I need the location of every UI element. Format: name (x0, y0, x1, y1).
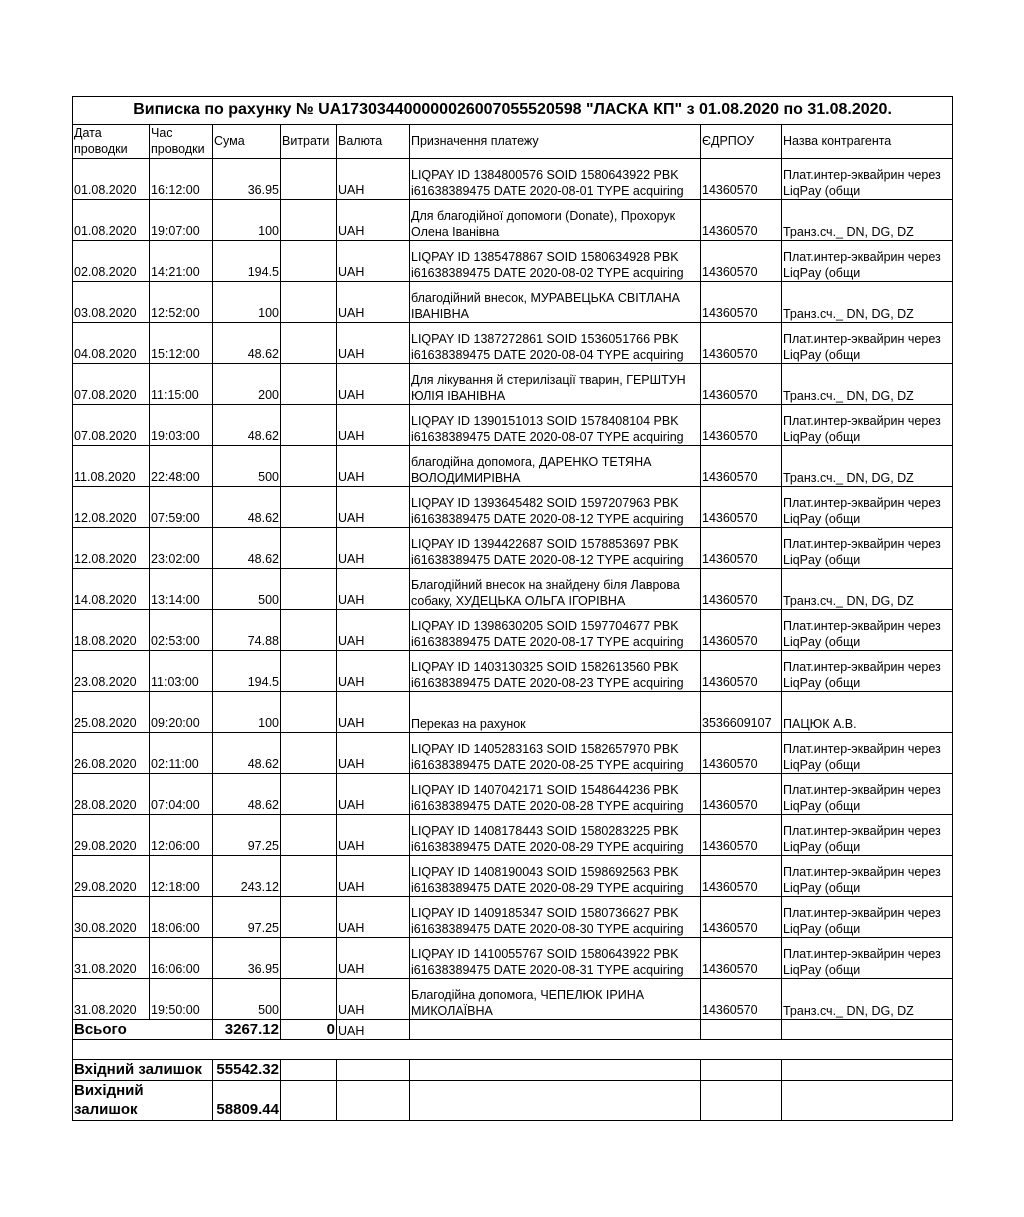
date-cell: 01.08.2020 (73, 199, 150, 240)
amount-cell: 48.62 (213, 322, 281, 363)
table-row (73, 855, 953, 896)
title-row (73, 97, 953, 125)
total-expense: 0 (281, 1019, 337, 1040)
amount-cell: 48.62 (213, 404, 281, 445)
currency-cell: UAH (337, 404, 410, 445)
amount-cell: 500 (213, 978, 281, 1019)
column-header-counterparty: Назва контрагента (782, 125, 953, 159)
blank-row (73, 1040, 953, 1060)
edrpou-cell: 14360570 (701, 855, 782, 896)
date-cell: 04.08.2020 (73, 322, 150, 363)
time-cell: 02:11:00 (150, 732, 213, 773)
table-row (73, 691, 953, 732)
time-cell: 07:59:00 (150, 486, 213, 527)
empty-cell (701, 1019, 782, 1040)
empty-cell (337, 1080, 410, 1120)
purpose-cell: LIQPAY ID 1384800576 SOID 1580643922 PBK i61638389475 DATE 2020-08-01 TYPE acquiring (410, 158, 701, 199)
amount-cell: 100 (213, 691, 281, 732)
date-cell: 31.08.2020 (73, 978, 150, 1019)
date-cell: 02.08.2020 (73, 240, 150, 281)
purpose-cell: LIQPAY ID 1387272861 SOID 1536051766 PBK i61638389475 DATE 2020-08-04 TYPE acquiring (410, 322, 701, 363)
edrpou-cell: 14360570 (701, 158, 782, 199)
table-row (73, 609, 953, 650)
expense-cell (281, 896, 337, 937)
expense-cell (281, 158, 337, 199)
time-cell: 16:06:00 (150, 937, 213, 978)
amount-cell: 36.95 (213, 937, 281, 978)
edrpou-cell: 14360570 (701, 814, 782, 855)
edrpou-cell: 14360570 (701, 650, 782, 691)
empty-cell (410, 1060, 701, 1081)
empty-cell (410, 1019, 701, 1040)
column-header-amount: Сума (213, 125, 281, 159)
counterparty-cell: Транз.сч._ DN, DG, DZ (782, 978, 953, 1019)
counterparty-cell: Плат.интер-эквайрин через LiqPay (общи (782, 773, 953, 814)
counterparty-cell: Плат.интер-эквайрин через LiqPay (общи (782, 322, 953, 363)
time-cell: 19:03:00 (150, 404, 213, 445)
opening-balance-row (73, 1060, 953, 1081)
expense-cell (281, 650, 337, 691)
date-cell: 11.08.2020 (73, 445, 150, 486)
purpose-cell: LIQPAY ID 1385478867 SOID 1580634928 PBK i61638389475 DATE 2020-08-02 TYPE acquiring (410, 240, 701, 281)
table-row (73, 281, 953, 322)
time-cell: 19:07:00 (150, 199, 213, 240)
empty-cell (337, 1060, 410, 1081)
expense-cell (281, 978, 337, 1019)
date-cell: 29.08.2020 (73, 855, 150, 896)
counterparty-cell: Транз.сч._ DN, DG, DZ (782, 281, 953, 322)
time-cell: 14:21:00 (150, 240, 213, 281)
account-statement-table (72, 96, 953, 1121)
expense-cell (281, 281, 337, 322)
expense-cell (281, 691, 337, 732)
date-cell: 03.08.2020 (73, 281, 150, 322)
edrpou-cell: 14360570 (701, 896, 782, 937)
amount-cell: 100 (213, 281, 281, 322)
table-row (73, 158, 953, 199)
expense-cell (281, 240, 337, 281)
counterparty-cell: Плат.интер-эквайрин через LiqPay (общи (782, 527, 953, 568)
time-cell: 12:18:00 (150, 855, 213, 896)
currency-cell: UAH (337, 650, 410, 691)
currency-cell: UAH (337, 445, 410, 486)
amount-cell: 97.25 (213, 896, 281, 937)
edrpou-cell: 14360570 (701, 527, 782, 568)
expense-cell (281, 527, 337, 568)
counterparty-cell: Плат.интер-эквайрин через LiqPay (общи (782, 814, 953, 855)
date-cell: 31.08.2020 (73, 937, 150, 978)
counterparty-cell: Плат.интер-эквайрин через LiqPay (общи (782, 732, 953, 773)
purpose-cell: LIQPAY ID 1394422687 SOID 1578853697 PBK i61638389475 DATE 2020-08-12 TYPE acquiring (410, 527, 701, 568)
currency-cell: UAH (337, 199, 410, 240)
date-cell: 25.08.2020 (73, 691, 150, 732)
column-header-date: Дата проводки (73, 125, 150, 159)
expense-cell (281, 363, 337, 404)
table-row (73, 650, 953, 691)
empty-cell (410, 1080, 701, 1120)
purpose-cell: Переказ на рахунок (410, 691, 701, 732)
opening-balance-value: 55542.32 (213, 1060, 281, 1081)
amount-cell: 48.62 (213, 486, 281, 527)
edrpou-cell: 14360570 (701, 937, 782, 978)
currency-cell: UAH (337, 158, 410, 199)
table-row (73, 363, 953, 404)
purpose-cell: благодійний внесок, МУРАВЕЦЬКА СВІТЛАНА ІВАНІВНА (410, 281, 701, 322)
time-cell: 15:12:00 (150, 322, 213, 363)
currency-cell: UAH (337, 937, 410, 978)
counterparty-cell: Плат.интер-эквайрин через LiqPay (общи (782, 896, 953, 937)
date-cell: 01.08.2020 (73, 158, 150, 199)
date-cell: 07.08.2020 (73, 363, 150, 404)
amount-cell: 97.25 (213, 814, 281, 855)
edrpou-cell: 14360570 (701, 240, 782, 281)
amount-cell: 100 (213, 199, 281, 240)
table-row (73, 773, 953, 814)
column-header-expense: Витрати (281, 125, 337, 159)
closing-balance-row (73, 1080, 953, 1120)
currency-cell: UAH (337, 609, 410, 650)
purpose-cell: LIQPAY ID 1409185347 SOID 1580736627 PBK i61638389475 DATE 2020-08-30 TYPE acquiring (410, 896, 701, 937)
currency-cell: UAH (337, 773, 410, 814)
empty-cell (701, 1080, 782, 1120)
date-cell: 18.08.2020 (73, 609, 150, 650)
empty-cell (782, 1060, 953, 1081)
time-cell: 12:52:00 (150, 281, 213, 322)
currency-cell: UAH (337, 322, 410, 363)
expense-cell (281, 773, 337, 814)
edrpou-cell: 14360570 (701, 978, 782, 1019)
counterparty-cell: Плат.интер-эквайрин через LiqPay (общи (782, 240, 953, 281)
amount-cell: 36.95 (213, 158, 281, 199)
table-row (73, 937, 953, 978)
counterparty-cell: Плат.интер-эквайрин через LiqPay (общи (782, 855, 953, 896)
time-cell: 11:15:00 (150, 363, 213, 404)
purpose-cell: LIQPAY ID 1398630205 SOID 1597704677 PBK i61638389475 DATE 2020-08-17 TYPE acquiring (410, 609, 701, 650)
purpose-cell: LIQPAY ID 1407042171 SOID 1548644236 PBK i61638389475 DATE 2020-08-28 TYPE acquiring (410, 773, 701, 814)
purpose-cell: LIQPAY ID 1393645482 SOID 1597207963 PBK i61638389475 DATE 2020-08-12 TYPE acquiring (410, 486, 701, 527)
edrpou-cell: 14360570 (701, 486, 782, 527)
currency-cell: UAH (337, 855, 410, 896)
purpose-cell: LIQPAY ID 1408178443 SOID 1580283225 PBK i61638389475 DATE 2020-08-29 TYPE acquiring (410, 814, 701, 855)
purpose-cell: LIQPAY ID 1410055767 SOID 1580643922 PBK i61638389475 DATE 2020-08-31 TYPE acquiring (410, 937, 701, 978)
expense-cell (281, 322, 337, 363)
edrpou-cell: 3536609107 (701, 691, 782, 732)
amount-cell: 74.88 (213, 609, 281, 650)
edrpou-cell: 14360570 (701, 322, 782, 363)
purpose-cell: LIQPAY ID 1390151013 SOID 1578408104 PBK i61638389475 DATE 2020-08-07 TYPE acquiring (410, 404, 701, 445)
column-header-time: Час проводки (150, 125, 213, 159)
amount-cell: 500 (213, 445, 281, 486)
table-row (73, 527, 953, 568)
currency-cell: UAH (337, 486, 410, 527)
edrpou-cell: 14360570 (701, 609, 782, 650)
total-currency: UAH (337, 1019, 410, 1040)
currency-cell: UAH (337, 281, 410, 322)
currency-cell: UAH (337, 978, 410, 1019)
time-cell: 11:03:00 (150, 650, 213, 691)
expense-cell (281, 486, 337, 527)
date-cell: 07.08.2020 (73, 404, 150, 445)
expense-cell (281, 732, 337, 773)
purpose-cell: LIQPAY ID 1405283163 SOID 1582657970 PBK i61638389475 DATE 2020-08-25 TYPE acquiring (410, 732, 701, 773)
currency-cell: UAH (337, 732, 410, 773)
time-cell: 18:06:00 (150, 896, 213, 937)
counterparty-cell: Плат.интер-эквайрин через LiqPay (общи (782, 404, 953, 445)
amount-cell: 194.5 (213, 650, 281, 691)
expense-cell (281, 609, 337, 650)
table-row (73, 814, 953, 855)
edrpou-cell: 14360570 (701, 568, 782, 609)
date-cell: 12.08.2020 (73, 527, 150, 568)
empty-cell (782, 1019, 953, 1040)
edrpou-cell: 14360570 (701, 281, 782, 322)
amount-cell: 48.62 (213, 527, 281, 568)
edrpou-cell: 14360570 (701, 445, 782, 486)
currency-cell: UAH (337, 527, 410, 568)
time-cell: 23:02:00 (150, 527, 213, 568)
counterparty-cell: Плат.интер-эквайрин через LiqPay (общи (782, 609, 953, 650)
expense-cell (281, 199, 337, 240)
expense-cell (281, 445, 337, 486)
currency-cell: UAH (337, 691, 410, 732)
currency-cell: UAH (337, 568, 410, 609)
date-cell: 28.08.2020 (73, 773, 150, 814)
closing-balance-value: 58809.44 (213, 1080, 281, 1120)
expense-cell (281, 855, 337, 896)
empty-cell (701, 1060, 782, 1081)
purpose-cell: Для лікування й стерилізації тварин, ГЕРШТУН ЮЛІЯ ІВАНІВНА (410, 363, 701, 404)
table-row (73, 732, 953, 773)
date-cell: 26.08.2020 (73, 732, 150, 773)
amount-cell: 500 (213, 568, 281, 609)
currency-cell: UAH (337, 814, 410, 855)
empty-cell (782, 1080, 953, 1120)
edrpou-cell: 14360570 (701, 199, 782, 240)
expense-cell (281, 937, 337, 978)
amount-cell: 243.12 (213, 855, 281, 896)
currency-cell: UAH (337, 363, 410, 404)
edrpou-cell: 14360570 (701, 732, 782, 773)
empty-cell (281, 1060, 337, 1081)
counterparty-cell: Плат.интер-эквайрин через LiqPay (общи (782, 158, 953, 199)
amount-cell: 48.62 (213, 732, 281, 773)
time-cell: 09:20:00 (150, 691, 213, 732)
column-header-edrpou: ЄДРПОУ (701, 125, 782, 159)
currency-cell: UAH (337, 240, 410, 281)
purpose-cell: Благодійна допомога, ЧЕПЕЛЮК ІРИНА МИКОЛАЇВНА (410, 978, 701, 1019)
time-cell: 07:04:00 (150, 773, 213, 814)
amount-cell: 48.62 (213, 773, 281, 814)
table-row (73, 896, 953, 937)
time-cell: 13:14:00 (150, 568, 213, 609)
expense-cell (281, 568, 337, 609)
purpose-cell: LIQPAY ID 1408190043 SOID 1598692563 PBK i61638389475 DATE 2020-08-29 TYPE acquiring (410, 855, 701, 896)
purpose-cell: Благодійний внесок на знайдену біля Лаврова собаку, ХУДЕЦЬКА ОЛЬГА ІГОРІВНА (410, 568, 701, 609)
table-row (73, 486, 953, 527)
time-cell: 19:50:00 (150, 978, 213, 1019)
column-header-currency: Валюта (337, 125, 410, 159)
expense-cell (281, 814, 337, 855)
counterparty-cell: Транз.сч._ DN, DG, DZ (782, 568, 953, 609)
empty-cell (281, 1080, 337, 1120)
amount-cell: 200 (213, 363, 281, 404)
purpose-cell: Для благодійної допомоги (Donate), Прохорук Олена Іванівна (410, 199, 701, 240)
date-cell: 12.08.2020 (73, 486, 150, 527)
table-row (73, 199, 953, 240)
counterparty-cell: Плат.интер-эквайрин через LiqPay (общи (782, 650, 953, 691)
counterparty-cell: ПАЦЮК А.В. (782, 691, 953, 732)
amount-cell: 194.5 (213, 240, 281, 281)
header-row (73, 125, 953, 159)
purpose-cell: LIQPAY ID 1403130325 SOID 1582613560 PBK i61638389475 DATE 2020-08-23 TYPE acquiring (410, 650, 701, 691)
expense-cell (281, 404, 337, 445)
total-row (73, 1019, 953, 1040)
total-amount: 3267.12 (213, 1019, 281, 1040)
edrpou-cell: 14360570 (701, 404, 782, 445)
currency-cell: UAH (337, 896, 410, 937)
statement-title: Виписка по рахунку № UA173034400000026007055520598 "ЛАСКА КП" з 01.08.2020 по 31.08.2020. (73, 97, 953, 125)
purpose-cell: благодійна допомога, ДАРЕНКО ТЕТЯНА ВОЛОДИМИРІВНА (410, 445, 701, 486)
time-cell: 16:12:00 (150, 158, 213, 199)
date-cell: 30.08.2020 (73, 896, 150, 937)
counterparty-cell: Транз.сч._ DN, DG, DZ (782, 363, 953, 404)
table-row (73, 404, 953, 445)
time-cell: 22:48:00 (150, 445, 213, 486)
counterparty-cell: Плат.интер-эквайрин через LiqPay (общи (782, 937, 953, 978)
date-cell: 14.08.2020 (73, 568, 150, 609)
counterparty-cell: Транз.сч._ DN, DG, DZ (782, 199, 953, 240)
total-label: Всього (73, 1019, 213, 1040)
closing-balance-label: Вихідний залишок (73, 1080, 213, 1120)
empty-cell (73, 1040, 953, 1060)
table-row (73, 240, 953, 281)
date-cell: 29.08.2020 (73, 814, 150, 855)
counterparty-cell: Плат.интер-эквайрин через LiqPay (общи (782, 486, 953, 527)
column-header-purpose: Призначення платежу (410, 125, 701, 159)
edrpou-cell: 14360570 (701, 773, 782, 814)
edrpou-cell: 14360570 (701, 363, 782, 404)
opening-balance-label: Вхідний залишок (73, 1060, 213, 1081)
time-cell: 02:53:00 (150, 609, 213, 650)
date-cell: 23.08.2020 (73, 650, 150, 691)
table-row (73, 568, 953, 609)
table-row (73, 445, 953, 486)
time-cell: 12:06:00 (150, 814, 213, 855)
table-row (73, 322, 953, 363)
table-row (73, 978, 953, 1019)
counterparty-cell: Транз.сч._ DN, DG, DZ (782, 445, 953, 486)
